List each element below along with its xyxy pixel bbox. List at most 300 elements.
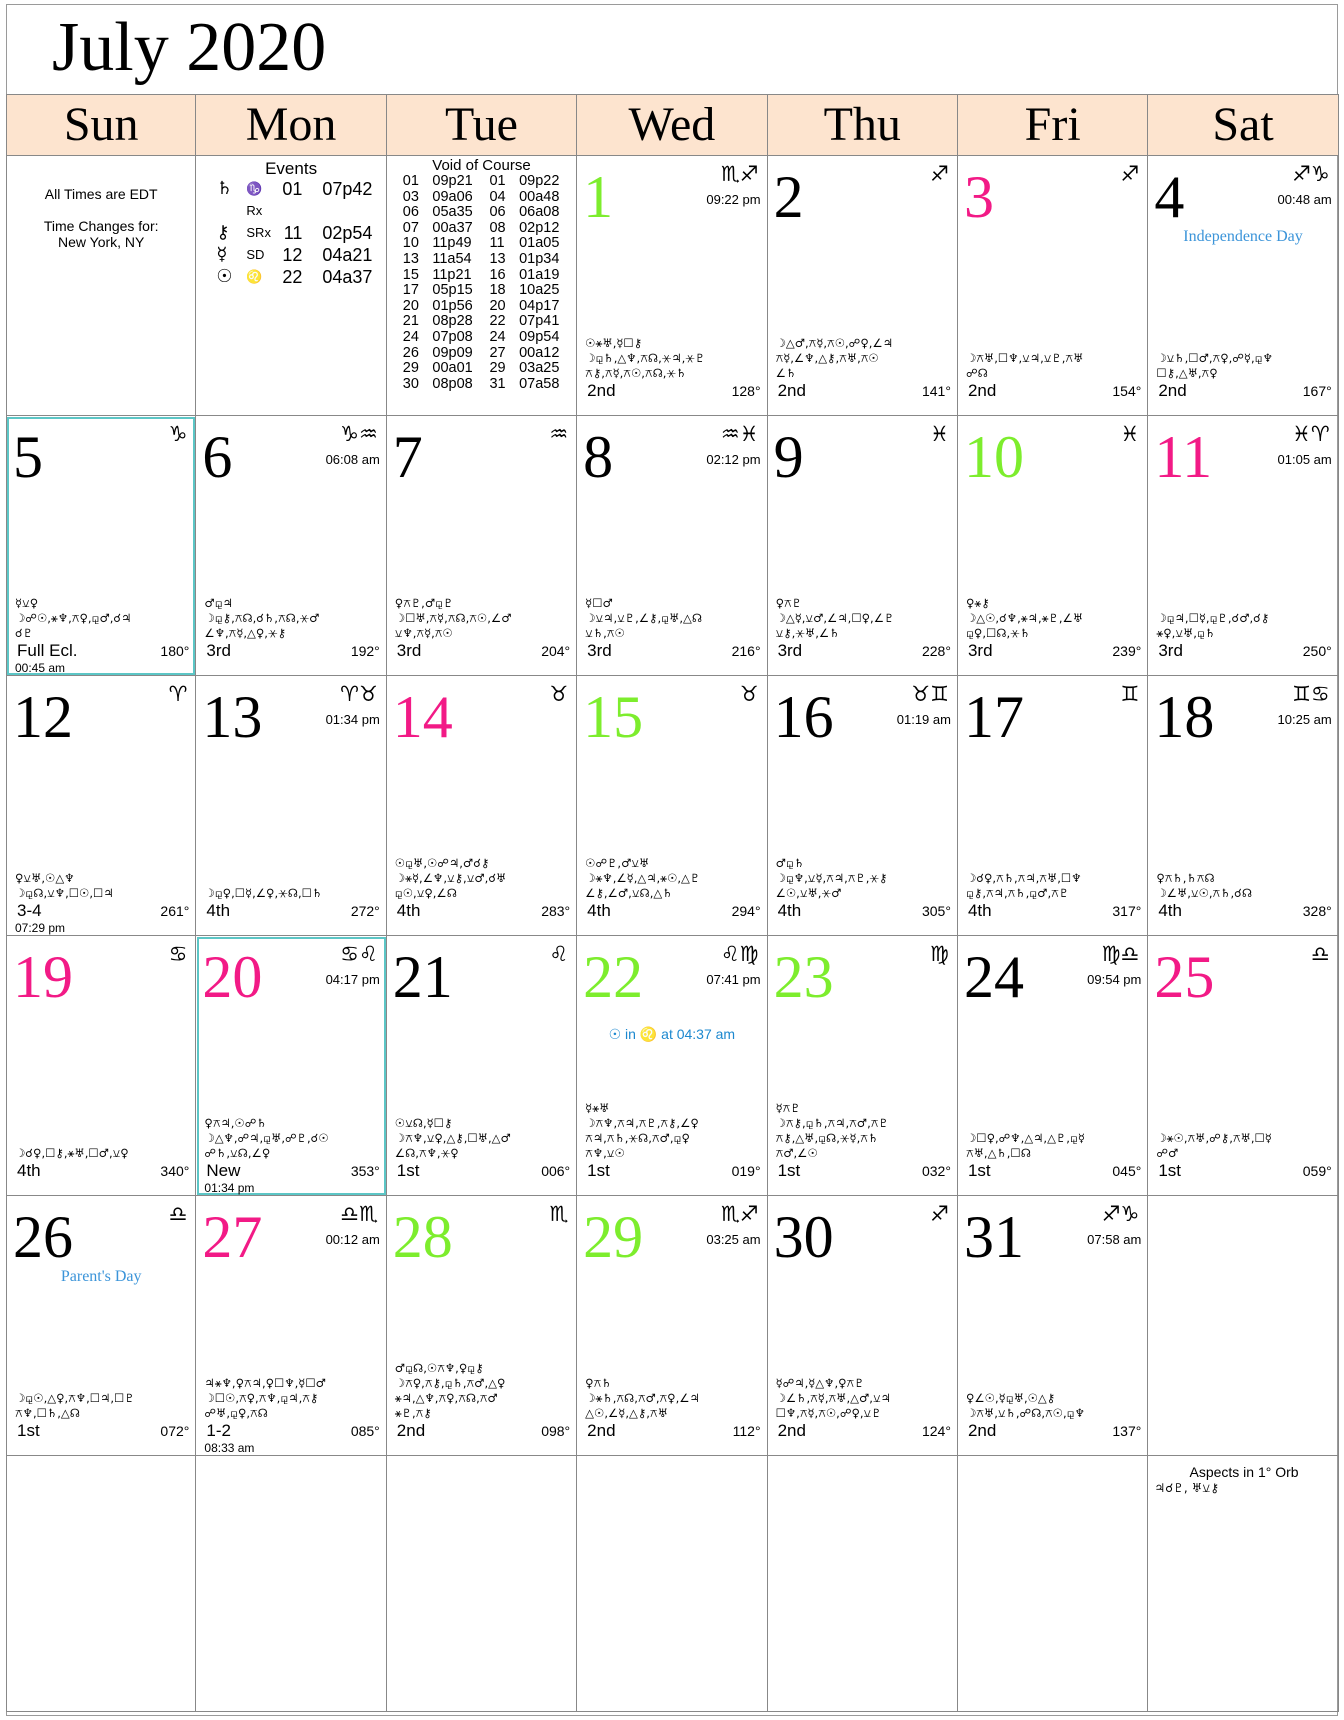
moon-degree: 272° (350, 903, 380, 919)
holiday-label: Parent's Day (60, 1268, 142, 1285)
voc-end-time: 10a25 (519, 282, 560, 299)
voc-end-time: 06a08 (519, 204, 560, 221)
aspect-list: ☿⚺♀ ☽☍☉,⚹♆,⚻♀,⚼♂,☌♃ ☌♇ (15, 596, 132, 640)
moon-degree: 328° (1302, 903, 1332, 919)
week-row (6, 156, 1339, 416)
event-type: ♑ Rx (246, 181, 263, 218)
day-number: 26 (13, 1204, 73, 1270)
day-number: 1 (583, 164, 614, 230)
moon-sign: ♉♊ (911, 682, 949, 706)
holiday-label: Independence Day (1183, 228, 1303, 245)
voc-end-day: 06 (489, 204, 506, 221)
moon-sign: ♒ (549, 422, 569, 446)
sign-change-time: 07:58 am (1087, 1232, 1142, 1247)
moon-phase: 1st (587, 1161, 610, 1180)
calendar-grid (6, 94, 1339, 1712)
day-number: 31 (963, 1204, 1024, 1270)
weekday-header: Mon (196, 95, 386, 155)
moon-degree: 180° (160, 643, 190, 659)
moon-sign: ♎♏ (340, 1202, 378, 1226)
empty-cell (387, 1456, 577, 1712)
event-day: 11 (283, 223, 303, 243)
aspect-list: ☉☍♇,♂⚺♅ ☽⚹♆,∠☿,△♃,⚹☉,△♇ ∠⚷,∠♂,⚺☊,△♄ (585, 856, 701, 900)
aspect-list: ♀⚻♇ ☽△☿,⚺♂,∠♃,☐♀,∠♇ ⚺⚷,⚹♅,∠♄ (775, 596, 895, 640)
moon-degree: 059° (1302, 1163, 1332, 1179)
sign-change-time: 01:05 am (1277, 452, 1332, 467)
day-number: 12 (13, 684, 73, 750)
moon-sign: ♊ (1120, 682, 1140, 706)
voc-start-day: 07 (402, 219, 419, 236)
aspect-list: ☽⚹☉,⚻♅,☍⚷,⚻♅,☐☿ ☍♂ (1156, 1131, 1272, 1160)
voc-end-time: 02p12 (519, 219, 560, 236)
day-cell[interactable] (387, 676, 577, 936)
day-cell[interactable] (196, 936, 386, 1196)
day-number: 18 (1154, 684, 1215, 750)
day-number: 20 (202, 944, 263, 1010)
week-row (6, 1456, 1339, 1712)
moon-degree: 128° (731, 383, 761, 399)
moon-sign: ♑♒ (340, 422, 378, 446)
moon-sign: ♏ (549, 1202, 569, 1226)
event-glyph: ☉ (216, 266, 233, 287)
voc-start-time: 09a06 (432, 188, 473, 205)
voc-start-time: 11a54 (432, 250, 472, 267)
moon-sign: ♍ (930, 942, 949, 966)
day-number: 10 (963, 424, 1024, 490)
aspect-list: ♂⚼☊,☉⚻♆,♀⚼⚷ ☽⚻♀,⚻⚷,⚼♄,⚻♂,△♀ ⚹♃,△♆,⚻♀,⚻☊,⚻♂ ⚹♇,⚻⚷ (394, 1361, 506, 1420)
voc-row (403, 361, 576, 377)
moon-phase: New (206, 1161, 241, 1180)
voc-end-day: 22 (489, 313, 506, 330)
voc-start-time: 11p21 (432, 266, 472, 283)
moon-degree: 045° (1112, 1163, 1142, 1179)
voc-start-day: 24 (402, 328, 419, 345)
moon-sign: ♊♋ (1292, 682, 1330, 706)
voc-start-day: 13 (402, 250, 419, 267)
moon-phase: 2nd (587, 1421, 616, 1440)
moon-phase: 2nd (1158, 381, 1187, 400)
event-time: 04a21 (322, 245, 373, 265)
day-cell[interactable] (768, 1196, 958, 1456)
weekday-header: Fri (958, 95, 1148, 155)
phase-time: 01:34 pm (204, 1181, 255, 1195)
voc-row (403, 330, 576, 346)
day-cell[interactable] (958, 1196, 1148, 1456)
voc-row (403, 236, 576, 252)
moon-sign: ♐ (930, 162, 949, 186)
day-cell[interactable] (1148, 416, 1338, 676)
moon-sign: ♉ (739, 682, 759, 706)
moon-degree: 340° (160, 1163, 190, 1179)
voc-end-day: 08 (489, 219, 506, 236)
voc-row (403, 252, 576, 268)
moon-phase: Full Ecl. (17, 641, 78, 660)
moon-sign: ♓ (1120, 422, 1140, 446)
void-of-course-cell (387, 156, 577, 416)
day-number: 25 (1154, 944, 1215, 1010)
aspect-list: ♀⚻♃,☉☍♄ ☽△♆,☍♃,⚼♅,☍♇,☌☉ ☍♄,⚺☊,∠♀ (204, 1116, 329, 1160)
moon-degree: 112° (732, 1423, 761, 1439)
day-cell[interactable] (6, 1196, 196, 1456)
empty-cell (196, 1456, 386, 1712)
empty-cell (958, 1456, 1148, 1712)
day-cell[interactable] (6, 676, 196, 936)
moon-degree: 305° (921, 903, 951, 919)
day-number: 23 (773, 944, 834, 1010)
moon-sign: ♉ (549, 682, 569, 706)
aspect-list: ☽⚼♀,☐☿,∠♀,⚹☊,☐♄ (204, 886, 323, 900)
page-title: July 2020 (52, 9, 327, 86)
day-cell[interactable] (577, 1196, 767, 1456)
voc-end-day: 27 (489, 344, 506, 361)
moon-sign: ♓ (930, 422, 949, 446)
legend-title: Aspects in 1° Orb (1189, 1464, 1299, 1480)
event-time: 04a37 (322, 267, 373, 287)
voc-start-day: 03 (402, 188, 419, 205)
aspect-list: ☉⚺☊,☿☐⚷ ☽⚻♆,⚺♀,△⚷,☐♅,△♂ ∠☊,⚻♆,⚹♀ (394, 1116, 511, 1160)
moon-sign: ♐ (930, 1202, 949, 1226)
day-cell[interactable] (768, 676, 958, 936)
day-number: 28 (392, 1204, 453, 1270)
voc-start-time: 07p08 (432, 328, 473, 345)
moon-degree: 317° (1112, 903, 1142, 919)
voc-title: Void of Course (432, 157, 531, 174)
voc-row (403, 377, 576, 393)
sign-change-time: 03:25 am (706, 1232, 761, 1247)
moon-degree: 239° (1112, 643, 1142, 659)
voc-end-time: 09p22 (519, 173, 560, 189)
legend-value: ♃☌♇, ♅⚺⚷ (1154, 1481, 1220, 1495)
voc-start-time: 08p28 (432, 313, 473, 330)
moon-phase: 2nd (396, 1421, 426, 1440)
moon-degree: 192° (350, 643, 380, 659)
weekday-header: Sat (1148, 95, 1338, 155)
moon-phase: 4th (17, 1161, 41, 1180)
moon-phase: 3rd (587, 641, 612, 660)
voc-row (403, 190, 576, 206)
phase-time: 08:33 am (204, 1441, 255, 1455)
moon-sign: ♐♑ (1101, 1202, 1140, 1226)
voc-end-time: 09p54 (519, 328, 560, 345)
moon-sign: ♍♎ (1101, 942, 1140, 966)
weekday-header: Sun (6, 95, 196, 155)
day-cell[interactable] (768, 936, 958, 1196)
events-title: Events (265, 159, 318, 178)
moon-sign: ♋ (168, 942, 188, 966)
day-number: 8 (583, 424, 614, 490)
voc-start-day: 30 (402, 375, 419, 392)
moon-phase: 2nd (967, 1421, 997, 1440)
sign-change-time: 01:34 pm (325, 712, 380, 727)
moon-degree: 072° (160, 1423, 190, 1439)
events-cell (196, 156, 386, 416)
aspects-legend (1154, 1464, 1333, 1496)
moon-sign: ♌ (549, 942, 569, 966)
moon-phase: 3rd (1158, 641, 1183, 660)
day-number: 17 (963, 684, 1024, 750)
notes-line: New York, NY (58, 234, 145, 250)
moon-sign: ♐♑ (1292, 162, 1330, 186)
aspect-list: ☿☍♃,☿△♆,♀⚻♇ ☽∠♄,⚻☿,⚻♅,△♂,⚺♃ ☐♆,⚻☿,⚻☉,☍♀,⚺♇ (775, 1376, 891, 1420)
aspect-list: ☽⚼♃,☐☿,⚼♇,☌♂,☌⚷ ⚹♀,⚺♅,⚼♄ (1156, 611, 1270, 640)
moon-degree: 085° (350, 1423, 380, 1439)
voc-end-day: 24 (489, 328, 506, 345)
empty-cell (1148, 1196, 1338, 1456)
moon-sign: ♐ (1120, 162, 1140, 186)
day-cell[interactable] (958, 936, 1148, 1196)
moon-phase: 3-4 (17, 901, 42, 920)
voc-row (403, 221, 576, 237)
voc-row (403, 299, 576, 315)
moon-phase: 1st (17, 1421, 40, 1440)
notes-line: All Times are EDT (44, 186, 158, 202)
moon-degree: 283° (541, 903, 571, 919)
voc-end-time: 07a58 (519, 375, 560, 392)
week-row (6, 1196, 1339, 1456)
day-number: 21 (392, 944, 453, 1010)
moon-phase: 1st (396, 1161, 420, 1180)
week-row (6, 676, 1339, 936)
event-day: 12 (282, 245, 303, 265)
phase-time: 00:45 am (15, 661, 66, 675)
moon-degree: 006° (541, 1163, 571, 1179)
moon-sign: ♎ (168, 1202, 188, 1226)
voc-end-day: 18 (489, 282, 506, 299)
voc-start-time: 01p56 (432, 297, 473, 314)
moon-phase: 3rd (206, 641, 231, 660)
moon-degree: 019° (731, 1163, 761, 1179)
moon-phase: 3rd (396, 641, 422, 660)
calendar-weeks (6, 156, 1339, 1712)
event-time: 07p42 (322, 179, 373, 199)
day-cell[interactable] (196, 676, 386, 936)
event-type: SRx (246, 225, 271, 240)
event-glyph: ☿ (216, 244, 228, 265)
sign-change-time: 06:08 am (325, 452, 380, 467)
day-number: 16 (773, 684, 834, 750)
day-cell[interactable] (958, 156, 1148, 416)
day-cell[interactable] (577, 936, 767, 1196)
voc-end-time: 04p17 (519, 297, 560, 314)
voc-end-day: 11 (489, 235, 505, 252)
moon-degree: 137° (1112, 1423, 1142, 1439)
day-cell[interactable] (196, 416, 386, 676)
voc-start-day: 17 (402, 282, 419, 299)
day-cell[interactable] (1148, 676, 1338, 936)
day-cell[interactable] (577, 156, 767, 416)
voc-end-day: 31 (489, 375, 506, 392)
aspect-list: ☽⚺♄,☐♂,⚻♀,☍☿,⚼♆ ☐⚷,△♅,⚻♀ (1156, 351, 1273, 380)
moon-sign: ♑ (168, 422, 188, 446)
day-cell[interactable] (196, 1196, 386, 1456)
event-type: ♌ (246, 269, 263, 284)
moon-sign: ♈ (168, 682, 188, 706)
moon-degree: 167° (1302, 383, 1332, 399)
day-cell[interactable] (1148, 936, 1338, 1196)
moon-sign: ♎ (1310, 942, 1330, 966)
moon-phase: 1-2 (206, 1421, 231, 1440)
voc-row (403, 314, 576, 330)
moon-phase: 1st (1158, 1161, 1182, 1180)
aspect-list: ♂⚼♄ ☽⚼♆,⚺☿,⚻♃,⚻♇,⚹⚷ ∠☉,⚺♅,⚹♂ (775, 856, 888, 900)
event-row (216, 222, 385, 244)
moon-phase: 4th (1158, 901, 1182, 920)
empty-cell (768, 1456, 958, 1712)
voc-end-day: 20 (489, 297, 506, 314)
voc-start-day: 21 (402, 313, 419, 330)
day-number: 22 (583, 944, 644, 1010)
sign-change-time: 10:25 am (1277, 712, 1332, 727)
day-number: 3 (963, 164, 994, 230)
voc-start-day: 26 (402, 344, 419, 361)
day-cell[interactable] (768, 416, 958, 676)
aspect-list: ♀⚹⚷ ☽△☉,☌♆,⚹♃,⚹♇,∠♅ ⚼♀,☐☊,⚹♄ (965, 596, 1084, 640)
moon-sign: ♏♐ (720, 1202, 759, 1226)
weekday-header: Wed (577, 95, 767, 155)
aspect-list: ☽☌♀,⚻♄,⚻♃,⚻♅,☐♆ ⚼⚷,⚻♃,⚻♄,⚼♂,⚻♇ (965, 871, 1082, 900)
week-row (6, 416, 1339, 676)
voc-end-time: 03a25 (519, 360, 560, 377)
voc-start-time: 00a37 (432, 219, 473, 236)
day-number: 19 (13, 944, 73, 1010)
voc-start-day: 15 (402, 266, 419, 283)
moon-degree: 250° (1302, 643, 1332, 659)
moon-phase: 2nd (777, 381, 806, 400)
voc-row (403, 268, 576, 284)
aspect-list: ♀⚻♄ ☽⚹♄,⚻☊,⚻♂,⚻♀,∠♃ △☉,∠☿,△⚷,⚻♅ (585, 1376, 700, 1420)
sign-change-time: 09:22 pm (706, 192, 761, 207)
sign-change-time: 00:12 am (325, 1232, 380, 1247)
aspect-list: ☿☐♂ ☽⚺♃,⚺♇,∠⚷,⚼♅,△☊ ⚺♄,⚻☉ (585, 596, 703, 640)
aspect-list: ☽△♂,⚻☿,⚻☉,☍♀,∠♃ ⚻☿,∠♆,△⚷,⚻♅,⚻☉ ∠♄ (775, 336, 894, 380)
voc-start-day: 10 (402, 235, 419, 252)
voc-end-time: 07p41 (519, 313, 560, 330)
weekday-header: Tue (387, 95, 577, 155)
event-row (216, 178, 385, 222)
voc-start-day: 29 (402, 360, 419, 377)
moon-sign: ♈♉ (340, 682, 378, 706)
event-row (216, 244, 385, 266)
sign-change-time: 04:17 pm (325, 972, 380, 987)
day-number: 4 (1154, 164, 1185, 230)
voc-end-time: 01a05 (519, 235, 560, 252)
day-cell[interactable] (768, 156, 958, 416)
day-number: 7 (392, 424, 423, 490)
moon-phase: 4th (967, 901, 992, 920)
moon-phase: 2nd (967, 381, 997, 400)
voc-start-time: 08p08 (432, 375, 473, 392)
voc-end-day: 13 (489, 250, 506, 267)
aspect-list: ☽☐♀,☍♆,△♃,△♇,⚼☿ ⚻♅,△♄,☐☊ (965, 1131, 1085, 1160)
day-number: 24 (963, 944, 1024, 1010)
day-number: 30 (773, 1204, 834, 1270)
moon-phase: 3rd (967, 641, 993, 660)
voc-start-time: 11p49 (432, 235, 472, 252)
voc-end-time: 01a19 (519, 266, 560, 283)
day-cell[interactable] (958, 416, 1148, 676)
aspect-list: ☽⚼☉,△♀,⚻♆,☐♃,☐♇ ⚻♆,☐♄,△☊ (15, 1391, 135, 1420)
moon-degree: 124° (921, 1423, 951, 1439)
voc-start-day: 06 (402, 204, 419, 221)
voc-end-time: 00a48 (519, 188, 560, 205)
sign-change-time: 09:54 pm (1087, 972, 1142, 987)
day-cell[interactable] (6, 936, 196, 1196)
day-number: 11 (1154, 424, 1213, 490)
moon-degree: 154° (1112, 383, 1142, 399)
moon-degree: 032° (921, 1163, 951, 1179)
aspect-list: ☉⚹♅,☿☐⚷ ☽⚼♄,△♆,⚻☊,⚹♃,⚹♇ ⚻⚷,⚻☿,⚻☉,⚻☊,⚹♄ (585, 336, 706, 380)
day-number: 15 (583, 684, 644, 750)
day-cell[interactable] (1148, 156, 1338, 416)
aspect-list: ☿⚹♅ ☽⚻♆,⚻♃,⚻♇,⚻⚷,∠♀ ⚻♃,⚻♄,⚹☊,⚻♂,⚼♀ ⚻♆,⚺☉ (585, 1101, 699, 1160)
day-number: 6 (202, 424, 233, 490)
voc-row (403, 346, 576, 362)
sign-change-time: 00:48 am (1277, 192, 1332, 207)
day-cell[interactable] (387, 1196, 577, 1456)
moon-degree: 098° (541, 1423, 571, 1439)
event-row (216, 266, 385, 288)
moon-degree: 294° (731, 903, 761, 919)
moon-phase: 4th (206, 901, 231, 920)
event-time: 02p54 (322, 223, 373, 243)
aspect-list: ♀⚻♄,♄⚻☊ ☽∠♅,⚺☉,⚻♄,☌☊ (1156, 871, 1253, 900)
moon-phase: 2nd (587, 381, 616, 400)
aspect-list: ☽☌♀,☐⚷,⚹♅,☐♂,⚺♀ (15, 1146, 129, 1160)
day-cell[interactable] (577, 676, 767, 936)
moon-phase: 3rd (777, 641, 803, 660)
moon-degree: 261° (160, 903, 190, 919)
empty-cell (577, 1456, 767, 1712)
day-cell[interactable] (387, 416, 577, 676)
aspect-list: ☉⚼♅,☉☍♃,♂☌⚷ ☽⚹☿,∠♆,⚺⚷,⚺♂,☌♅ ⚼☉,⚺♀,∠☊ (394, 856, 507, 900)
moon-degree: 141° (921, 383, 951, 399)
moon-sign: ♋♌ (340, 942, 378, 966)
day-cell[interactable] (6, 416, 196, 676)
empty-cell (1148, 1456, 1338, 1712)
moon-phase: 4th (777, 901, 802, 920)
voc-start-day: 20 (402, 297, 419, 314)
day-number: 14 (392, 684, 453, 750)
moon-phase: 1st (967, 1161, 991, 1180)
moon-degree: 228° (921, 643, 951, 659)
aspect-list: ☿⚻♇ ☽⚻⚷,⚼♄,⚻♃,⚻♂,⚻♇ ⚻⚷,△♅,⚼☊,⚹☿,⚻♄ ⚻♂,∠☉ (775, 1101, 889, 1160)
day-number: 13 (202, 684, 263, 750)
voc-end-day: 16 (489, 266, 506, 283)
notes-line: Time Changes for: (43, 218, 159, 234)
moon-degree: 216° (731, 643, 761, 659)
notes-cell (6, 156, 196, 416)
day-cell[interactable] (958, 676, 1148, 936)
weekday-header: Thu (768, 95, 958, 155)
aspect-list: ♀⚺♅,☉△♆ ☽⚼☊,⚺♆,☐☉,☐♃ (15, 871, 114, 900)
aspect-list: ♂⚼♃ ☽⚼⚷,⚻☊,☌♄,⚻☊,⚹♂ ∠♆,⚻☿,△♀,⚹⚷ (204, 596, 320, 640)
day-cell[interactable] (577, 416, 767, 676)
moon-sign: ♏♐ (720, 162, 759, 186)
moon-sign: ♒♓ (720, 422, 759, 446)
event-glyph: ♄ (216, 178, 233, 199)
voc-end-day: 01 (489, 173, 506, 189)
moon-phase: 1st (777, 1161, 801, 1180)
day-number: 29 (583, 1204, 644, 1270)
event-day: 01 (282, 179, 303, 199)
voc-row (403, 283, 576, 299)
voc-start-time: 09p21 (432, 173, 473, 189)
aspect-list: ♀∠☉,☿⚼♅,☉△⚷ ☽⚻♅,⚺♄,☍☊,⚻☉,⚼♆ (965, 1391, 1085, 1420)
sign-change-time: 07:41 pm (706, 972, 761, 987)
event-type: SD (246, 247, 265, 262)
day-cell[interactable] (387, 936, 577, 1196)
time-notes (7, 186, 195, 250)
